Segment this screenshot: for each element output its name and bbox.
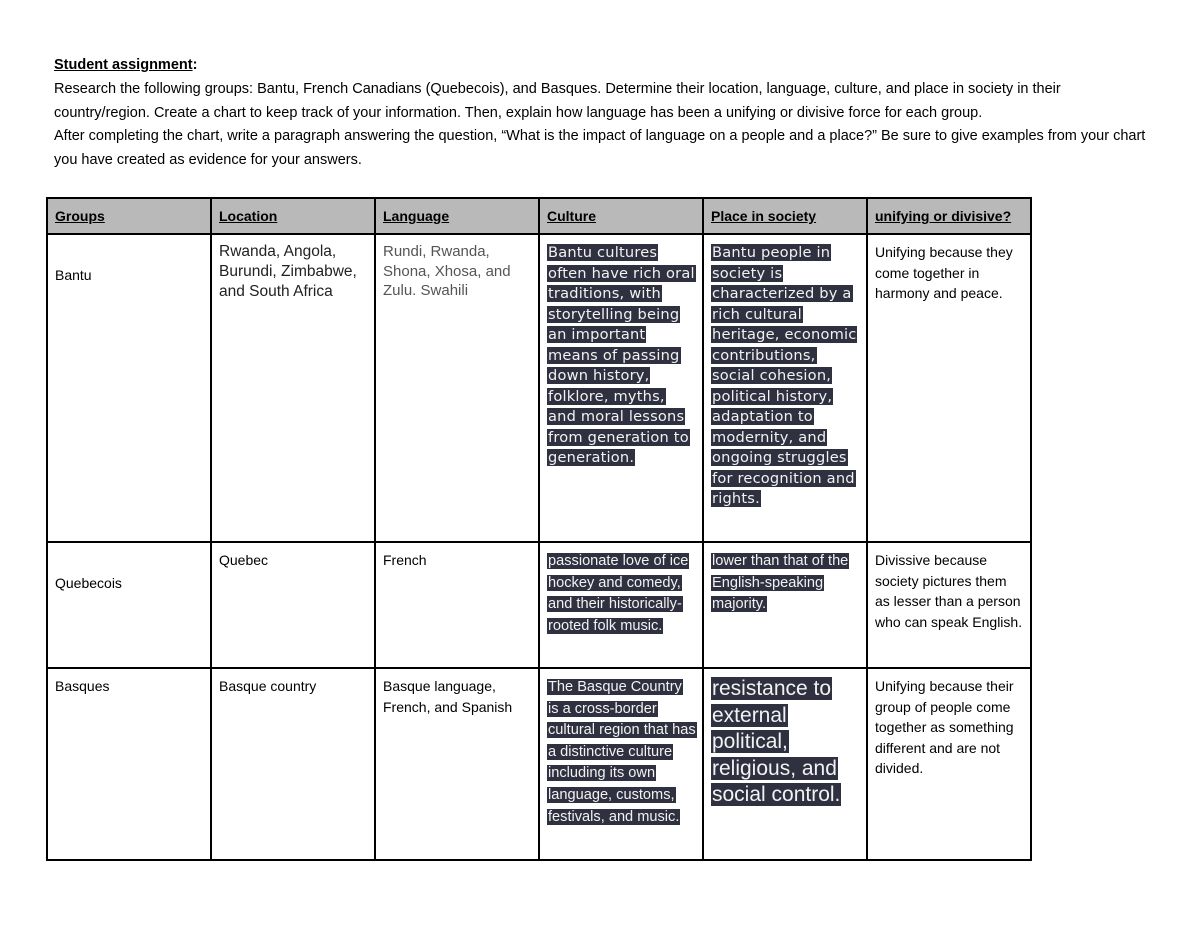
place-cell	[703, 668, 867, 860]
unifying-cell	[867, 542, 1031, 668]
unifying-text: Unifying because they come together in harmony and peace.	[875, 244, 1013, 301]
location-text: Quebec	[219, 552, 269, 568]
group-cell	[47, 668, 211, 860]
culture-cell	[539, 542, 703, 668]
header-culture: Culture	[539, 198, 703, 234]
assignment-heading: Student assignment	[54, 57, 193, 73]
culture-cell	[539, 234, 703, 542]
header-location: Location	[211, 198, 375, 234]
assignment-heading-line	[54, 54, 1154, 78]
group-name: Basques	[55, 678, 110, 694]
language-text: French	[383, 552, 427, 568]
header-groups: Groups	[47, 198, 211, 234]
unifying-text: Divissive because society pictures them as lesser than a person who can speak English.	[875, 552, 1023, 630]
research-chart-table	[46, 197, 1032, 861]
culture-highlighted-text: passionate love of ice hockey and comedy, and their historically-rooted folk music.	[548, 553, 689, 634]
culture-cell	[539, 668, 703, 860]
unifying-cell	[867, 668, 1031, 860]
assignment-paragraph-2: After completing the chart, write a paragraph answering the question, “What is the impact of language on a people and a place?” Be sure to give examples from your chart you have created as evidence for your answers.	[54, 128, 1146, 169]
header-language: Language	[375, 198, 539, 234]
language-cell	[375, 234, 539, 542]
table-row-bantu	[47, 234, 1031, 542]
group-name: Quebecois	[55, 575, 122, 591]
place-highlighted-text: Bantu people in society is characterized by a rich cultural heritage, economic contributions, social cohesion, political history, adaptation to modernity, and ongoing struggles for recognition and rights.	[712, 244, 857, 507]
unifying-text: Unifying because their group of people come together as something different and are not divided.	[875, 678, 1014, 776]
place-highlighted-text: resistance to external political, religious, and social control.	[712, 677, 841, 807]
table-header-row	[47, 198, 1031, 234]
culture-highlighted-text: Bantu cultures often have rich oral traditions, with storytelling being an important means of passing down history, folklore, myths, and moral lessons from generation to generation.	[548, 244, 695, 466]
location-text: Basque country	[219, 678, 317, 694]
location-cell	[211, 234, 375, 542]
header-unifying-or-divisive: unifying or divisive?	[867, 198, 1031, 234]
location-cell	[211, 542, 375, 668]
group-cell	[47, 542, 211, 668]
assignment-paragraph-1: Research the following groups: Bantu, French Canadians (Quebecois), and Basques. Determine their location, language, culture, and place in society in their country/region. Create a chart to keep track of your information. Then, explain how language has been a unifying or divisive force for each group.	[54, 80, 1061, 121]
table-row-quebecois	[47, 542, 1031, 668]
culture-highlighted-text: The Basque Country is a cross-border cultural region that has a distinctive culture including its own language, customs, festivals, and music.	[548, 679, 696, 825]
header-place-in-society: Place in society	[703, 198, 867, 234]
place-highlighted-text: lower than that of the English-speaking majority.	[712, 553, 849, 613]
assignment-heading-colon: :	[192, 57, 198, 73]
place-cell	[703, 234, 867, 542]
location-cell	[211, 668, 375, 860]
table-row-basques	[47, 668, 1031, 860]
language-cell	[375, 542, 539, 668]
place-cell	[703, 542, 867, 668]
unifying-cell	[867, 234, 1031, 542]
group-name: Bantu	[55, 267, 92, 283]
assignment-instructions	[54, 54, 1154, 173]
language-text: Basque language, French, and Spanish	[383, 678, 513, 715]
location-text: Rwanda, Angola, Burundi, Zimbabwe, and South Africa	[219, 243, 357, 300]
group-cell	[47, 234, 211, 542]
language-cell	[375, 668, 539, 860]
language-text: Rundi, Rwanda, Shona, Xhosa, and Zulu. Swahili	[383, 243, 511, 299]
